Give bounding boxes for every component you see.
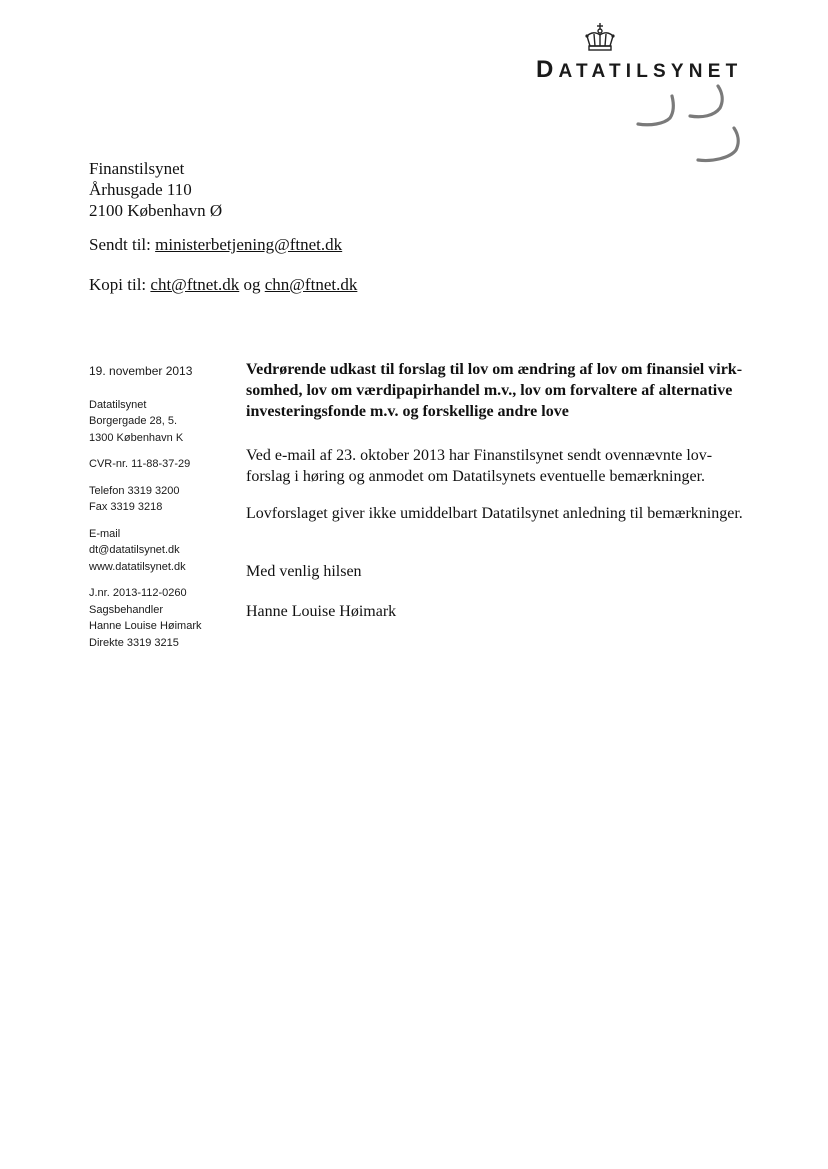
- direct-phone: Direkte 3319 3215: [89, 636, 179, 649]
- sender-sidebar: [89, 363, 239, 661]
- subject-line-2: somhed, lov om værdipapirhandel m.v., lov om forvaltere af alternative: [246, 382, 733, 399]
- signer-name: Hanne Louise Høimark: [246, 603, 397, 620]
- copy-email-link-1[interactable]: cht@ftnet.dk: [150, 275, 240, 294]
- sender-fax: Fax 3319 3218: [89, 501, 163, 513]
- handler-name: Hanne Louise Høimark: [89, 620, 202, 632]
- paragraph-1-line-1: Ved e-mail af 23. oktober 2013 har Finanstilsynet sendt ovennævnte lov-: [246, 447, 713, 464]
- recipient-name: Finanstilsynet: [89, 159, 185, 178]
- copy-email-link-2[interactable]: chn@ftnet.dk: [264, 275, 358, 294]
- handler-label: Sagsbehandler: [89, 603, 164, 616]
- copy-conjunction: og: [243, 275, 261, 294]
- sender-website[interactable]: www.datatilsynet.dk: [89, 560, 186, 573]
- paragraph-1-line-2: forslag i høring og anmodet om Datatilsynets eventuelle bemærkninger.: [246, 468, 706, 485]
- copy-to-line: [89, 275, 357, 295]
- sender-phone-block: [89, 483, 239, 516]
- copy-to-label: Kopi til:: [89, 275, 147, 294]
- handwritten-mark: [632, 84, 752, 168]
- paragraph-2: Lovforslaget giver ikke umiddelbart Datatilsynet anledning til bemærkninger.: [246, 505, 743, 522]
- journal-number: J.nr. 2013-112-0260: [89, 587, 187, 599]
- sender-contact-block: [89, 526, 239, 576]
- sent-to-label: Sendt til:: [89, 235, 151, 254]
- recipient-city: 2100 København Ø: [89, 201, 223, 220]
- paragraph-1: [246, 445, 770, 487]
- sender-org: Datatilsynet: [89, 398, 147, 411]
- sent-to-email-link[interactable]: ministerbetjening@ftnet.dk: [155, 235, 343, 254]
- recipient-address: [89, 158, 222, 221]
- sender-email[interactable]: dt@datatilsynet.dk: [89, 544, 180, 556]
- sender-cvr: CVR-nr. 11-88-37-29: [89, 458, 191, 470]
- royal-crown-icon: [583, 22, 617, 52]
- sender-city: 1300 København K: [89, 431, 184, 444]
- subject-line-3: investeringsfonde m.v. og forskellige andre love: [246, 403, 569, 420]
- email-label: E-mail: [89, 527, 121, 540]
- sender-street: Borgergade 28, 5.: [89, 415, 178, 427]
- letter-subject: [246, 359, 770, 422]
- case-block: [89, 585, 239, 651]
- subject-line-1: Vedrørende udkast til forslag til lov om ændring af lov om finansiel virk-: [246, 361, 743, 378]
- letter-date: 19. november 2013: [89, 364, 193, 378]
- letter-body: [246, 359, 770, 622]
- sender-phone: Telefon 3319 3200: [89, 484, 180, 497]
- logo-wordmark: DATATILSYNET: [536, 56, 743, 83]
- closing-greeting: Med venlig hilsen: [246, 563, 362, 580]
- sent-to-line: [89, 235, 342, 255]
- sender-address: [89, 397, 239, 447]
- recipient-street: Århusgade 110: [89, 180, 192, 199]
